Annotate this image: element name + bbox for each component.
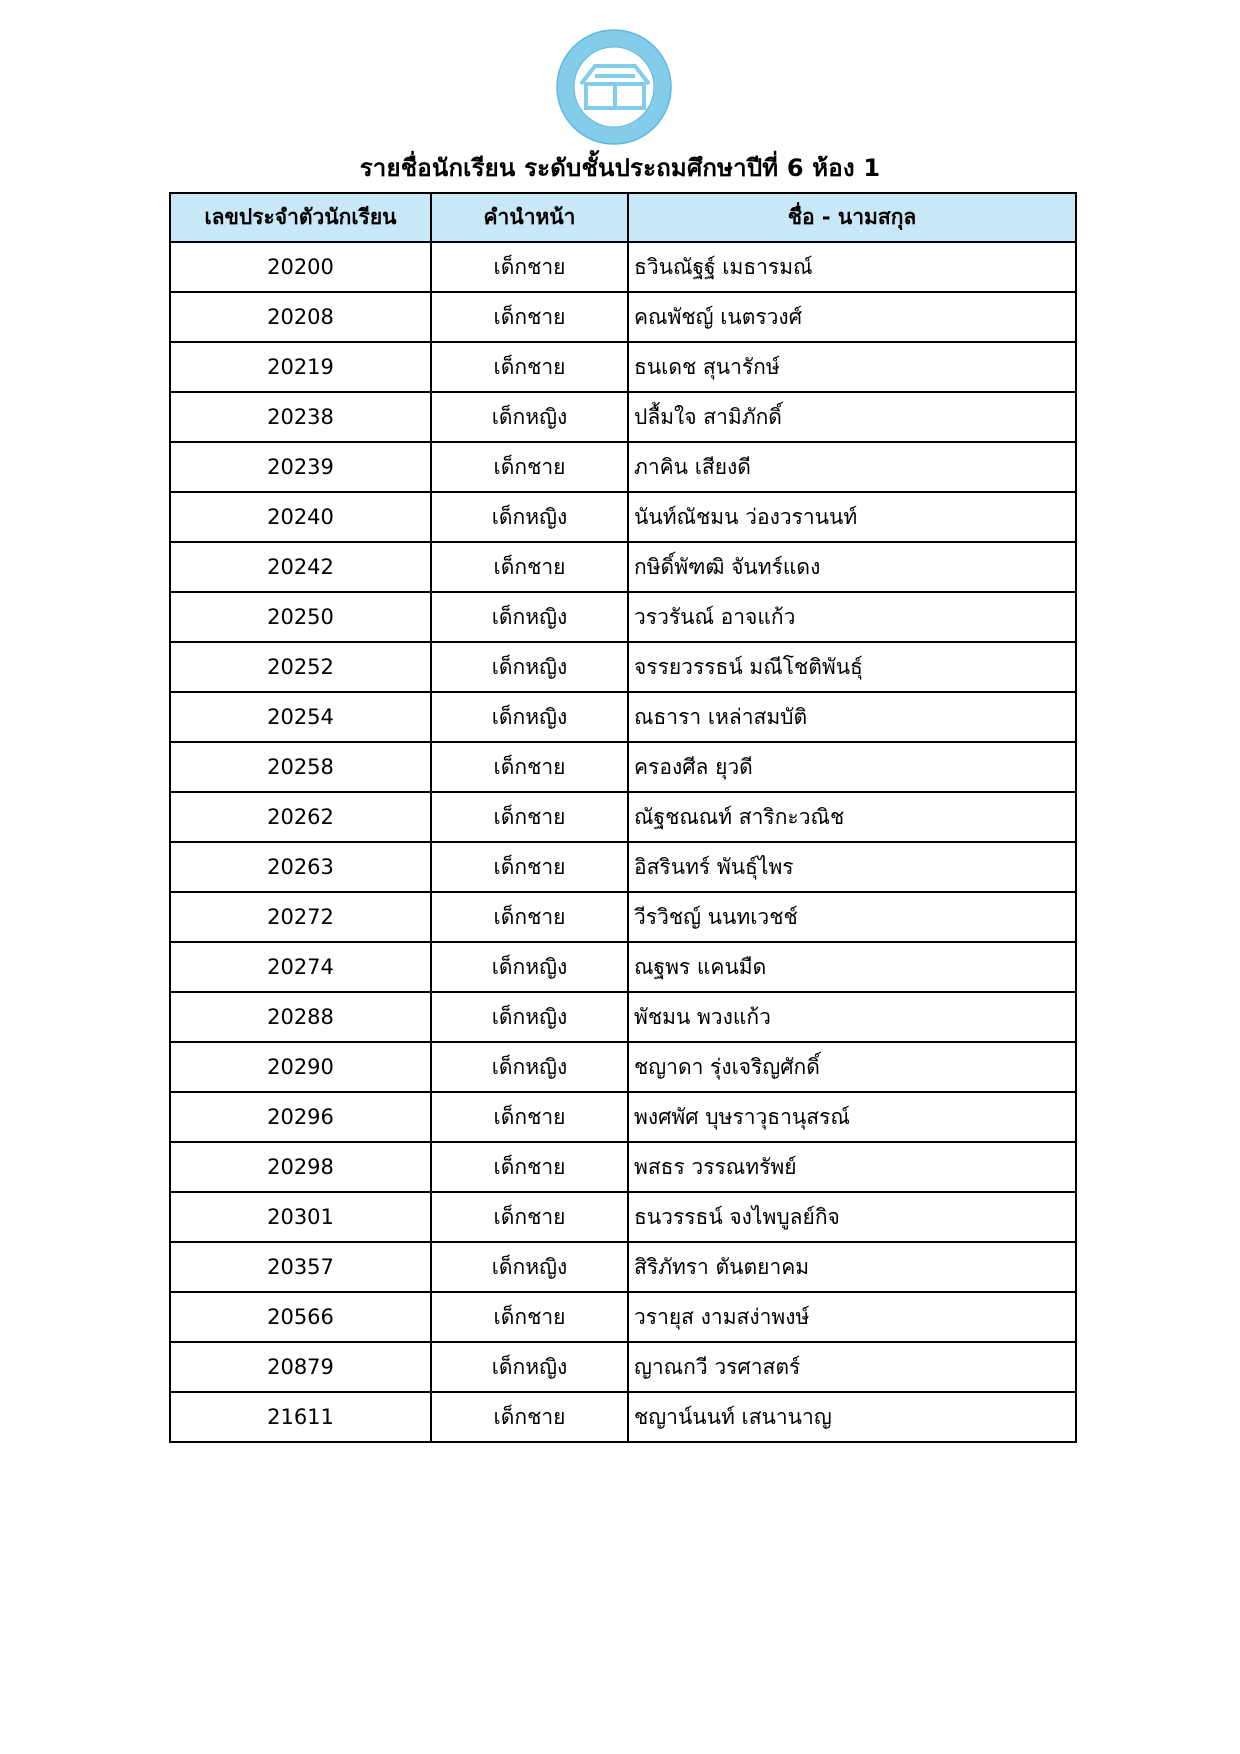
table-row (170, 1192, 1076, 1242)
full-name-cell: ณัฐชณณท์ สาริกะวณิช (628, 792, 1076, 842)
student-id-cell: 21611 (170, 1392, 431, 1442)
table-row (170, 492, 1076, 542)
student-id-cell: 20290 (170, 1042, 431, 1092)
prefix-cell: เด็กชาย (431, 542, 628, 592)
student-id-cell: 20262 (170, 792, 431, 842)
student-id-cell: 20566 (170, 1292, 431, 1342)
table-row (170, 1292, 1076, 1342)
prefix-cell: เด็กหญิง (431, 1042, 628, 1092)
full-name-cell: กษิดิ์พัฑฒิ จันทร์แดง (628, 542, 1076, 592)
student-id-cell: 20208 (170, 292, 431, 342)
full-name-cell: จรรยวรรธน์ มณีโชติพันธุ์ (628, 642, 1076, 692)
column-header-prefix: คำนำหน้า (431, 193, 628, 242)
prefix-cell: เด็กชาย (431, 1192, 628, 1242)
table-row (170, 642, 1076, 692)
table-row (170, 792, 1076, 842)
full-name-cell: อิสรินทร์ พันธุ์ไพร (628, 842, 1076, 892)
full-name-cell: ธนวรรธน์ จงไพบูลย์กิจ (628, 1192, 1076, 1242)
table-row (170, 1092, 1076, 1142)
student-id-cell: 20274 (170, 942, 431, 992)
school-logo (555, 28, 673, 146)
prefix-cell: เด็กชาย (431, 892, 628, 942)
table-row (170, 842, 1076, 892)
full-name-cell: พัชมน พวงแก้ว (628, 992, 1076, 1042)
full-name-cell: ครองศีล ยุวดี (628, 742, 1076, 792)
table-row (170, 742, 1076, 792)
table-row (170, 1042, 1076, 1092)
student-id-cell: 20219 (170, 342, 431, 392)
table-row (170, 1392, 1076, 1442)
student-id-cell: 20250 (170, 592, 431, 642)
prefix-cell: เด็กหญิง (431, 942, 628, 992)
table-row (170, 292, 1076, 342)
prefix-cell: เด็กชาย (431, 1292, 628, 1342)
prefix-cell: เด็กชาย (431, 292, 628, 342)
prefix-cell: เด็กหญิง (431, 992, 628, 1042)
full-name-cell: พสธร วรรณทรัพย์ (628, 1142, 1076, 1192)
full-name-cell: คณพัชญ์ เนตรวงศ์ (628, 292, 1076, 342)
student-id-cell: 20263 (170, 842, 431, 892)
table-row (170, 442, 1076, 492)
student-id-cell: 20239 (170, 442, 431, 492)
student-id-cell: 20298 (170, 1142, 431, 1192)
student-id-cell: 20272 (170, 892, 431, 942)
full-name-cell: วรายุส งามสง่าพงษ์ (628, 1292, 1076, 1342)
table-row (170, 592, 1076, 642)
student-roster-table (169, 192, 1077, 1443)
student-id-cell: 20252 (170, 642, 431, 692)
prefix-cell: เด็กหญิง (431, 642, 628, 692)
table-row (170, 1242, 1076, 1292)
table-row (170, 542, 1076, 592)
prefix-cell: เด็กชาย (431, 342, 628, 392)
prefix-cell: เด็กชาย (431, 842, 628, 892)
prefix-cell: เด็กหญิง (431, 692, 628, 742)
table-row (170, 342, 1076, 392)
prefix-cell: เด็กหญิง (431, 492, 628, 542)
table-header-row (170, 193, 1076, 242)
student-id-cell: 20242 (170, 542, 431, 592)
full-name-cell: ชญาน์นนท์ เสนานาญ (628, 1392, 1076, 1442)
prefix-cell: เด็กหญิง (431, 1342, 628, 1392)
column-header-student-id: เลขประจำตัวนักเรียน (170, 193, 431, 242)
full-name-cell: ธนเดช สุนารักษ์ (628, 342, 1076, 392)
prefix-cell: เด็กหญิง (431, 392, 628, 442)
table-row (170, 242, 1076, 292)
student-id-cell: 20258 (170, 742, 431, 792)
table-row (170, 1342, 1076, 1392)
prefix-cell: เด็กชาย (431, 792, 628, 842)
full-name-cell: พงศพัศ บุษราวุธานุสรณ์ (628, 1092, 1076, 1142)
full-name-cell: สิริภัทรา ตันตยาคม (628, 1242, 1076, 1292)
prefix-cell: เด็กชาย (431, 242, 628, 292)
full-name-cell: นันท์ณัชมน ว่องวรานนท์ (628, 492, 1076, 542)
prefix-cell: เด็กชาย (431, 442, 628, 492)
student-id-cell: 20240 (170, 492, 431, 542)
table-row (170, 892, 1076, 942)
page-title: รายชื่อนักเรียน ระดับชั้นประถมศึกษาปีที่ 6 ห้อง 1 (359, 154, 881, 182)
prefix-cell: เด็กชาย (431, 1092, 628, 1142)
student-id-cell: 20288 (170, 992, 431, 1042)
full-name-cell: วีรวิชญ์ นนทเวชช์ (628, 892, 1076, 942)
prefix-cell: เด็กหญิง (431, 592, 628, 642)
full-name-cell: ชญาดา รุ่งเจริญศักดิ์ (628, 1042, 1076, 1092)
full-name-cell: ญาณกวี วรศาสตร์ (628, 1342, 1076, 1392)
full-name-cell: ณฐพร แคนมืด (628, 942, 1076, 992)
student-id-cell: 20879 (170, 1342, 431, 1392)
column-header-full-name: ชื่อ - นามสกุล (628, 193, 1076, 242)
student-id-cell: 20357 (170, 1242, 431, 1292)
student-id-cell: 20238 (170, 392, 431, 442)
full-name-cell: ณธารา เหล่าสมบัติ (628, 692, 1076, 742)
prefix-cell: เด็กชาย (431, 742, 628, 792)
full-name-cell: ภาคิน เสียงดี (628, 442, 1076, 492)
table-row (170, 392, 1076, 442)
table-row (170, 992, 1076, 1042)
full-name-cell: ธวินณัฐฐ์ เมธารมณ์ (628, 242, 1076, 292)
student-id-cell: 20296 (170, 1092, 431, 1142)
table-row (170, 1142, 1076, 1192)
prefix-cell: เด็กชาย (431, 1392, 628, 1442)
table-row (170, 942, 1076, 992)
prefix-cell: เด็กหญิง (431, 1242, 628, 1292)
full-name-cell: วรวรันณ์ อาจแก้ว (628, 592, 1076, 642)
prefix-cell: เด็กชาย (431, 1142, 628, 1192)
student-id-cell: 20200 (170, 242, 431, 292)
student-id-cell: 20301 (170, 1192, 431, 1242)
student-id-cell: 20254 (170, 692, 431, 742)
table-row (170, 692, 1076, 742)
full-name-cell: ปลื้มใจ สามิภักดิ์ (628, 392, 1076, 442)
